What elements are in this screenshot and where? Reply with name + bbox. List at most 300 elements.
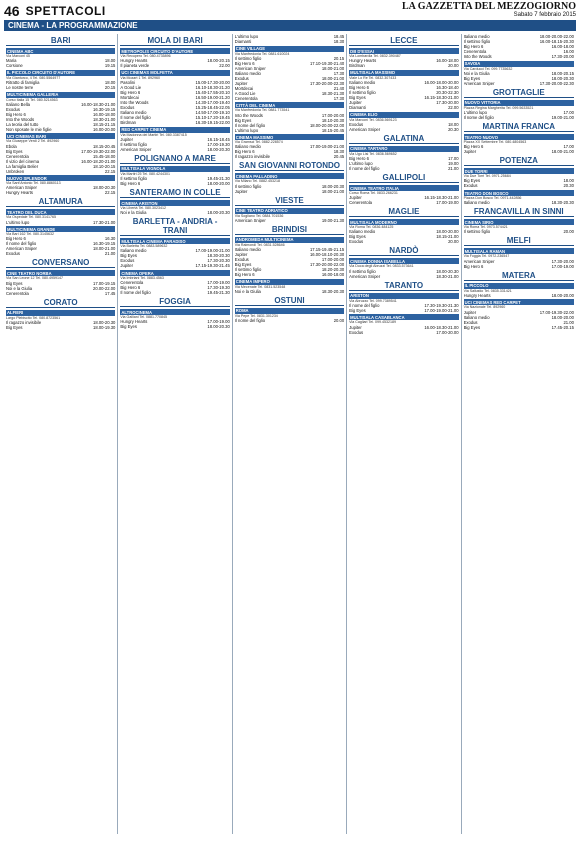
- film-title: A Good Lie: [234, 90, 256, 96]
- cinema-name: NUOVO VITTORIA: [464, 100, 574, 106]
- showtimes: 18.00-20.30: [551, 75, 574, 81]
- city-heading: CONVERSANO: [6, 258, 115, 268]
- film-title: Exodus: [349, 121, 364, 127]
- cinema-name: DB D'ESSAI: [349, 48, 458, 54]
- film-title: A Good Lie: [120, 85, 142, 90]
- showtimes: 21.00: [563, 319, 574, 325]
- film-title: Italiano medio: [349, 229, 376, 235]
- showtime-row: [235, 128, 344, 133]
- showtime-row: [235, 318, 344, 323]
- film-title: Cenerentola: [349, 200, 372, 206]
- city-heading: POTENZA: [464, 156, 574, 166]
- showtimes: 16.30-19.15-22.00: [195, 120, 230, 125]
- cinema-address: Via Roma Tel. 0973.574421: [463, 225, 508, 230]
- showtimes: 17.00: [563, 110, 574, 115]
- showtime-row: [235, 39, 344, 44]
- cinema-name: CINEMA MASSIMO: [235, 134, 344, 140]
- cinema-address: Via Foggia Tel. 0972.236547: [463, 254, 510, 259]
- city-heading: ALTAMURA: [6, 197, 115, 207]
- city-heading: GROTTAGLIE: [464, 88, 574, 98]
- cinema-address: Via Abruzzo Tel. 099.7389541: [349, 298, 397, 303]
- film-title: Big Hero 6: [234, 272, 255, 277]
- showtimes: 16.00-18.00-20.00: [424, 80, 459, 85]
- cinema-address: Viale Lo Re Tel. 0832.307433: [349, 75, 397, 80]
- showtimes: 18.10-20.15: [93, 163, 116, 169]
- showtimes: 15.40-17.55-20.10: [195, 90, 230, 95]
- showtimes: 17.30-20.00-22.30: [309, 80, 345, 86]
- film-title: Noi e la Giulia: [6, 285, 33, 291]
- showtime-row: [235, 189, 344, 194]
- showtime-row: [464, 115, 574, 120]
- film-title: Jupiter: [463, 149, 477, 155]
- film-title: Hungry Hearts: [6, 190, 33, 196]
- film-title: Ebola: [6, 143, 17, 149]
- film-title: Big Eyes: [234, 262, 252, 267]
- showtimes: 16.00-18.10-20.30: [309, 252, 345, 257]
- showtimes: 18.00-19.30: [93, 324, 116, 330]
- showtimes: 18.30-20.30: [207, 253, 230, 259]
- showtimes: 18.00-21.00: [321, 75, 345, 81]
- film-title: Italiano medio: [349, 80, 376, 85]
- showtimes: 17.30-20.00: [551, 258, 574, 264]
- cinema-name: MULTISALA MODERNO: [349, 219, 458, 225]
- showtimes: 14.30-17.00-19.40: [195, 100, 230, 105]
- showtimes: 22.00: [448, 105, 459, 110]
- city-heading: CORATO: [6, 298, 115, 308]
- showtime-row: [120, 120, 229, 125]
- cinema-name: ALTROCINEMA: [120, 309, 229, 315]
- showtime-row: [464, 200, 574, 205]
- showtimes: 17.00: [448, 156, 459, 161]
- showtimes: 18.00-20.00: [551, 314, 574, 320]
- showtime-row: [464, 81, 574, 86]
- film-title: Exodus: [349, 239, 364, 245]
- showtimes: 18.00-20.00: [436, 229, 459, 235]
- showtime-row: [6, 63, 115, 68]
- film-title: Corsione: [6, 63, 23, 69]
- showtimes: 17.30-20.00-22.30: [539, 80, 574, 86]
- film-title: L'ultimo lupo: [234, 127, 259, 133]
- showtimes: 18.00-20.30: [207, 210, 230, 216]
- showtime-row: [349, 308, 458, 313]
- cinema-address: Piazza XX Settembre Tel. 080.4804563: [463, 140, 527, 144]
- film-title: Jupiter: [234, 252, 248, 257]
- film-title: Il nome del figlio: [234, 122, 266, 128]
- showtimes: 17.30-19.30-21.30: [424, 302, 459, 308]
- cinema-address: Via San Leone 12 Tel. 080.4959147: [6, 276, 64, 281]
- cinema-name: CINE TEATRO NORBA: [6, 270, 115, 276]
- film-title: Italiano medio: [120, 110, 147, 115]
- film-title: Big Eyes: [120, 253, 137, 259]
- film-title: Il settimo figlio: [463, 39, 491, 44]
- showtimes: 16.00-18.20-21.00: [81, 158, 116, 164]
- film-title: Hungry Hearts: [349, 58, 377, 64]
- showtime-row: [235, 96, 344, 101]
- film-title: Italiano medio: [463, 314, 490, 320]
- listings-columns: [4, 34, 576, 834]
- film-title: Exodus: [6, 106, 20, 112]
- showtimes: 18.30-20.30: [321, 288, 345, 294]
- film-title: Jupiter: [349, 100, 362, 105]
- cinema-address: Via Recupero Tel. 080.4735896: [120, 54, 171, 58]
- film-title: Il nome del figlio: [349, 166, 380, 171]
- showtimes: 18.30-21.00: [436, 273, 459, 279]
- showtime-row: [6, 220, 115, 225]
- film-title: American Sniper: [6, 246, 37, 252]
- film-title: Hungry Hearts: [463, 292, 491, 298]
- showtimes: 22.15: [104, 190, 116, 196]
- film-title: Big Hero 6: [120, 90, 141, 95]
- showtimes: 18.30-21.30: [321, 90, 345, 96]
- film-title: Il vizio del cinema: [6, 158, 40, 164]
- showtime-row: [120, 324, 229, 329]
- film-title: Non sposate le mie figlie: [6, 126, 52, 132]
- showtime-row: [349, 239, 458, 244]
- film-title: Jupiter: [463, 309, 477, 315]
- showtimes: 15.10-17.20-19.45: [195, 115, 230, 120]
- city-heading: MAGLIE: [349, 207, 458, 217]
- cinema-address: Piazza Don Bosco Tel. 0971.442856: [463, 196, 522, 200]
- showtimes: 17.30-20.00: [436, 100, 459, 105]
- city-heading: SANTERAMO IN COLLE: [120, 188, 229, 198]
- showtimes: 18.30: [333, 149, 345, 155]
- showtimes: 16.30-19.15: [93, 241, 116, 247]
- showtime-row: [6, 85, 115, 90]
- cinema-address: Via Manfredonia Tel. 0881.773541: [234, 108, 290, 113]
- cinema-name: CINEMA PALLADINO: [235, 173, 344, 179]
- city-heading: MARTINA FRANCA: [464, 122, 574, 132]
- showtimes: 16.15-18.45: [207, 136, 230, 142]
- showtimes: 16.30-18.40: [436, 85, 459, 90]
- showtimes: 16.00-18.30-21.00: [81, 101, 116, 107]
- film-title: Jupiter: [349, 195, 362, 201]
- city-heading: FRANCAVILLA IN SINNI: [464, 207, 574, 217]
- film-title: Big Eyes: [120, 324, 137, 330]
- film-title: Big Hero 6: [463, 263, 484, 269]
- cinema-address: Largo Plebiscito Tel. 080.8723561: [6, 315, 61, 320]
- film-title: Big Eyes: [463, 324, 481, 330]
- cinema-name: UCI CINEMAS BARI: [6, 133, 115, 139]
- showtimes: 16.10-18.30-21.20: [195, 85, 230, 90]
- film-title: Il settimo figlio: [234, 267, 262, 272]
- showtime-row: [349, 274, 458, 279]
- listing-column: [347, 34, 461, 834]
- cinema-name: UCI CINEMAS MOLFETTA: [120, 70, 229, 76]
- showtimes: 22.15: [104, 168, 116, 174]
- film-title: Il nome del figlio: [463, 115, 494, 120]
- showtime-row: [120, 181, 229, 186]
- film-title: La famiglia Belier: [6, 163, 39, 169]
- showtimes: 18.00: [104, 58, 116, 64]
- film-title: Diamanti: [349, 105, 366, 110]
- film-title: Exodus: [234, 257, 249, 262]
- cinema-address: Via Manfredonia Tel. 0881.610024: [234, 51, 290, 56]
- film-title: Big Eyes: [349, 95, 366, 100]
- showtime-row: [120, 290, 229, 295]
- showtimes: 16.00-20.00: [93, 126, 116, 132]
- cinema-name: ROMA: [235, 308, 344, 314]
- showtimes: 17.45: [104, 290, 116, 296]
- showtimes: 17.00-19.00: [207, 319, 230, 325]
- city-heading: MATERA: [464, 271, 574, 281]
- film-title: Big Hero 6: [6, 236, 26, 242]
- film-title: Cenerentola: [6, 290, 29, 296]
- film-title: L'ultimo lupo: [463, 110, 487, 115]
- showtimes: 17.30-19.30: [207, 285, 230, 291]
- city-heading: SAN GIOVANNI ROTONDO: [235, 161, 344, 171]
- film-title: Il settimo figlio: [120, 176, 147, 181]
- city-heading: BRINDISI: [235, 225, 344, 235]
- film-title: Cenerentola: [120, 280, 144, 286]
- film-title: Maria: [6, 58, 17, 64]
- cinema-address: Corso Italia 15 Tel. 080.5214563: [6, 97, 58, 102]
- showtimes: 17.30: [333, 70, 345, 76]
- film-title: Noi e la Giulia: [234, 288, 261, 294]
- cinema-name: CINEMA ARISTON: [120, 200, 229, 206]
- film-title: Exodus: [463, 183, 478, 189]
- cinema-name: MULTISALA VIGNOLA: [120, 166, 229, 172]
- page-header: [4, 3, 576, 19]
- showtimes: 20.00-22.00: [93, 285, 116, 291]
- film-title: Italiano medio: [234, 144, 261, 150]
- showtimes: 22.00: [219, 63, 230, 69]
- city-heading: LECCE: [349, 36, 458, 46]
- cinema-name: ARISTON: [349, 293, 458, 299]
- showtimes: 16.15-18.30-21.00: [424, 95, 459, 100]
- cinema-name: CINEMA IMPERO: [235, 279, 344, 285]
- showtime-row: [464, 293, 574, 298]
- film-title: Exodus: [234, 75, 249, 81]
- cinema-address: Via Madonna dei Martiri Tel. 080.3387415: [120, 132, 187, 137]
- cinema-name: ANDROMEDA MULTICINEMA: [235, 237, 344, 243]
- film-title: Noi e la Giulia: [463, 70, 490, 76]
- showtimes: 18.45: [333, 34, 345, 39]
- showtimes: 18.10-20.30: [321, 117, 345, 123]
- cinema-name: MULTISALA CASABLANCA: [349, 314, 458, 320]
- showtimes: 16.00: [563, 49, 574, 54]
- showtimes: 18.00-20.30: [207, 146, 230, 152]
- showtimes: 18.15-20.45: [321, 127, 345, 133]
- film-title: Big Eyes: [6, 324, 23, 330]
- city-heading: NARDÒ: [349, 246, 458, 256]
- cinema-address: Via Carducci Tel. 099.7735632: [463, 66, 513, 71]
- film-title: Italiano medio: [463, 200, 490, 206]
- showtime-row: [464, 54, 574, 59]
- film-title: Il ragazzo invisibile: [6, 319, 42, 325]
- showtimes: 15.45-18.00: [93, 153, 116, 159]
- film-title: American Sniper: [120, 146, 152, 152]
- showtimes: 19.00-21.30: [321, 217, 345, 223]
- cinema-address: Via Marconi 45: [6, 54, 30, 58]
- showtimes: 20.00: [563, 229, 574, 235]
- showtimes: 18.00-21.00: [93, 246, 116, 252]
- film-title: Exodus: [463, 319, 478, 325]
- cinema-name: UCI CINEMAS RED CARPET: [464, 299, 574, 305]
- showtimes: 17.00-19.00-21.00: [195, 248, 230, 254]
- showtime-row: [6, 127, 115, 132]
- film-title: Into the Woods: [6, 116, 35, 122]
- film-title: Big Hero 6: [6, 111, 26, 117]
- city-heading: MELFI: [464, 236, 574, 246]
- film-title: Big Hero 6: [463, 144, 484, 150]
- cinema-name: CINEMA ABC: [6, 48, 115, 54]
- film-title: Big Hero 6: [120, 181, 141, 186]
- cinema-name: CINEMA OPERA: [120, 270, 229, 276]
- showtimes: 20.00: [333, 318, 345, 323]
- showtimes: 15.25-18.45-22.05: [195, 105, 230, 110]
- film-title: Big Hero 6: [234, 60, 255, 66]
- cinema-address: Corso Roma Tel. 0833.266231: [349, 191, 398, 195]
- showtimes: 16.30-19.15: [93, 106, 116, 112]
- showtime-row: [349, 127, 458, 132]
- film-title: Big Hero 6: [349, 85, 369, 90]
- cinema-name: RED CARPET CINEMA: [120, 127, 229, 133]
- showtimes: 17.00: [563, 144, 574, 150]
- cinema-name: MULTISALA RAMAN: [464, 248, 574, 254]
- showtimes: 17.00-19.30-22.00: [81, 148, 116, 154]
- cinema-name: IL PICCOLO CIRCUITO D'AUTORE: [6, 70, 115, 76]
- film-title: L'ultimo lupo: [349, 161, 373, 166]
- showtimes: 18.00-20.30: [321, 183, 345, 189]
- cinema-name: CINEMA ELIO: [349, 112, 458, 118]
- film-title: Big Hero 6: [463, 44, 484, 49]
- page-number: 46: [4, 3, 20, 19]
- city-heading: BARLETTA - ANDRIA - TRANI: [120, 217, 229, 236]
- showtimes: 17.00-20.00: [321, 257, 345, 262]
- cinema-address: Via Galliani Tel. 0881.770845: [120, 315, 168, 320]
- film-title: L'ultimo lupo: [6, 219, 30, 225]
- cinema-address: Via Cagliari Tel. 099.4532189: [349, 320, 396, 325]
- showtimes: 17.00-19.15: [93, 280, 116, 286]
- cinema-address: Via Imbriani Tel. 0883.4563: [120, 276, 164, 280]
- city-heading: VIESTE: [235, 196, 344, 206]
- film-title: Il settimo figlio: [120, 141, 147, 147]
- showtimes: 20.30-22.30: [436, 90, 459, 95]
- cinema-name: DUE TORRI: [464, 168, 574, 174]
- film-title: Cenerentola: [6, 153, 29, 159]
- showtimes: 21.00: [104, 251, 116, 257]
- cinema-name: NUOVO SPLENDOR: [6, 175, 115, 181]
- cinema-address: Via Nazionale Tel. 892960: [463, 305, 506, 310]
- showtimes: 18.00-20.15: [207, 58, 230, 64]
- cinema-address: Via Roma Tel. 0836.484125: [349, 225, 394, 230]
- cinema-address: Via Gramsci Tel. 0882.228574: [234, 140, 283, 145]
- cinema-address: Via Milano Tel. 0882.453218: [234, 179, 281, 184]
- film-title: Exodus: [6, 251, 20, 257]
- showtime-row: [349, 330, 458, 335]
- film-title: Big Eyes: [349, 234, 366, 240]
- film-title: Il settimo figlio: [463, 229, 491, 235]
- film-title: Mortdecai: [234, 85, 254, 91]
- film-title: Exodus: [120, 105, 135, 110]
- showtimes: 16.00-18.00: [551, 44, 574, 49]
- showtimes: 19.45-21.30: [207, 290, 230, 296]
- showtimes: 18.00-20.30: [436, 268, 459, 274]
- city-heading: TARANTO: [349, 281, 458, 291]
- film-title: Italiano medio: [120, 248, 147, 254]
- film-title: Into the Woods: [234, 112, 263, 118]
- cinema-address: Via Raimondi Tel. 0831.528646: [234, 242, 285, 247]
- film-title: Il nome del figlio: [349, 302, 380, 308]
- showtime-row: [464, 264, 574, 269]
- showtimes: 18.30-21.00: [93, 116, 116, 122]
- cinema-address: Via Ugo Lisi Tel. 0836.569652: [349, 151, 397, 156]
- film-title: Cenerentola: [463, 49, 487, 54]
- cinema-name: TEATRO DON BOSCO: [464, 190, 574, 196]
- cinema-name: CITTÀ DEL CINEMA: [235, 102, 344, 108]
- film-title: Big Eyes: [349, 307, 366, 313]
- film-title: Jupiter: [120, 136, 133, 142]
- cinema-name: CINE TEATRO ADRIATICO: [235, 208, 344, 214]
- cinema-address: Via Bari 162 Tel. 080.3145632: [6, 232, 55, 237]
- film-title: Into the Woods: [463, 54, 492, 59]
- showtime-row: [6, 169, 115, 174]
- showtimes: 20.00: [448, 63, 459, 69]
- cinema-name: CINE VILLAGE: [235, 46, 344, 52]
- showtimes: 17.00-20.00: [321, 112, 345, 118]
- showtime-row: [6, 190, 115, 195]
- city-heading: BARI: [6, 36, 115, 46]
- showtimes: 16.00-18.30-21.00: [424, 324, 459, 330]
- cinema-name: SAVOIA: [464, 61, 574, 67]
- showtimes: 16.00-18.15-20.30: [539, 39, 574, 44]
- film-title: Ritratto di famiglia: [6, 80, 40, 85]
- city-heading: POLIGNANO A MARE: [120, 154, 229, 164]
- showtimes: 18.30: [333, 39, 345, 44]
- showtimes: 16.00-18.00: [93, 111, 116, 117]
- showtimes: 18.00-21.00: [321, 65, 345, 71]
- film-title: American Sniper: [349, 273, 381, 279]
- film-title: Il pianeta verde: [120, 63, 150, 69]
- showtimes: 16.00-18.00: [321, 272, 345, 277]
- film-title: Il settimo figlio: [234, 183, 262, 189]
- showtimes: 18.00-20.30: [93, 319, 116, 325]
- film-title: Big Hero 6: [234, 149, 255, 155]
- cinema-address: Piazza Regina Margherita Tel. 099.5633521: [463, 105, 534, 110]
- showtimes: 20.30: [563, 183, 574, 189]
- showtimes: 17.00-19.00: [207, 280, 230, 286]
- film-title: Big Eyes: [463, 75, 481, 81]
- cinema-name: MULTISALA MASSIMO: [349, 70, 458, 76]
- showtimes: 17.30-21.00: [93, 219, 116, 225]
- film-title: Big Hero 6: [120, 285, 141, 291]
- showtime-row: [235, 289, 344, 294]
- cinema-name: CINEMA SIRIO: [464, 219, 574, 225]
- cinema-address: Via Duca degli Abruzzi Tel. 0833.573641: [349, 264, 414, 269]
- cinema-name: MULTISALA CINEMA PARADISO: [120, 238, 229, 244]
- showtimes: 18.00-20.30: [207, 324, 230, 330]
- film-title: Hungry Hearts: [120, 58, 148, 64]
- film-title: Il settimo figlio: [349, 90, 376, 95]
- film-title: Into the Woods: [120, 100, 149, 105]
- cinema-address: Via Pepe Tel. 0831.301234: [234, 313, 278, 318]
- cinema-address: Via Barletta Tel. 0883.589632: [120, 244, 168, 249]
- listing-column: [4, 34, 118, 834]
- showtime-row: [464, 325, 574, 330]
- showtimes: 18.20-20.30: [321, 267, 345, 272]
- showtimes: 20.00: [448, 239, 459, 245]
- showtimes: 18.00: [448, 121, 459, 127]
- showtimes: 20.15: [104, 85, 116, 90]
- cinema-name: TEATRO DEL DUCA: [6, 209, 115, 215]
- film-title: American Sniper: [349, 126, 381, 132]
- showtimes: 17.30-20.30: [207, 258, 230, 264]
- showtimes: 17.00-20.00: [436, 329, 459, 335]
- section-title: SPETTACOLI: [25, 4, 106, 18]
- film-title: Il nome del figlio: [120, 290, 151, 296]
- showtimes: 18.00-20.15: [551, 70, 574, 76]
- showtime-row: [6, 291, 115, 296]
